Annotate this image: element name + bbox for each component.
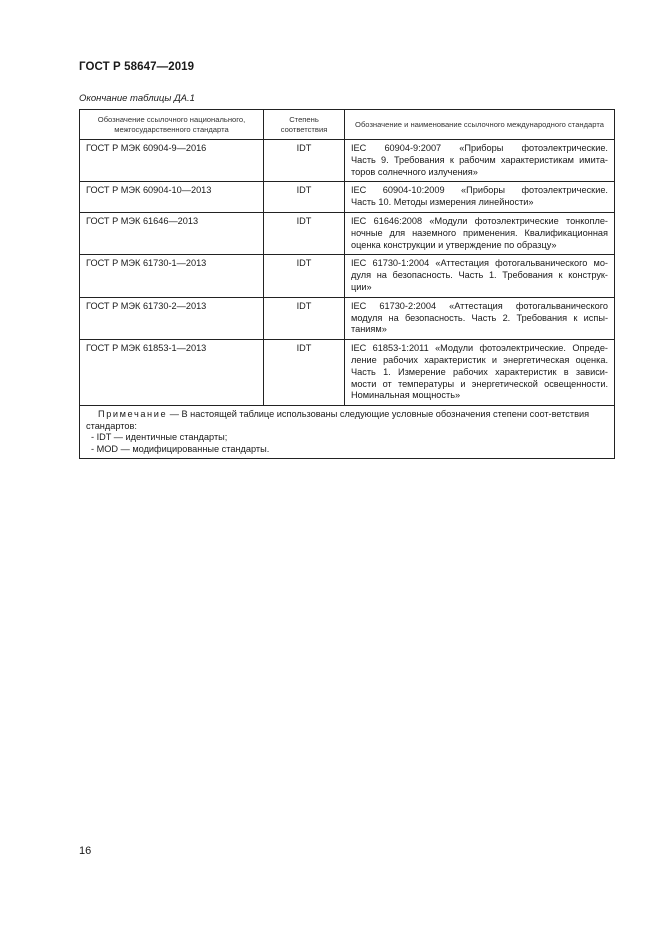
column-header-national-standard: Обозначение ссылочного национального, межгосударственного стандарта bbox=[80, 110, 264, 140]
table-row bbox=[80, 140, 615, 182]
degree-of-conformity: IDT bbox=[264, 340, 345, 406]
national-standard-code: ГОСТ Р МЭК 60904-10—2013 bbox=[80, 182, 264, 213]
national-standard-code: ГОСТ Р МЭК 61730-2—2013 bbox=[80, 297, 264, 339]
degree-of-conformity: IDT bbox=[264, 182, 345, 213]
note-item-idt: - IDT — идентичные стандарты; bbox=[91, 432, 228, 443]
degree-of-conformity: IDT bbox=[264, 140, 345, 182]
international-standard-line: оценка конструкции и утверждение по образцу» bbox=[351, 239, 557, 250]
degree-of-conformity: IDT bbox=[264, 297, 345, 339]
international-standard-line: IEC 61853-1:2011 «Модули фотоэлектрические. Опреде- bbox=[351, 343, 608, 354]
reference-standards-table bbox=[79, 109, 615, 459]
international-standard-line: дуля на безопасность. Часть 1. Требования к конструк- bbox=[351, 270, 608, 281]
document-header: ГОСТ Р 58647—2019 bbox=[79, 61, 195, 73]
page-number: 16 bbox=[79, 845, 92, 857]
degree-of-conformity: IDT bbox=[264, 212, 345, 254]
note-label: Примечание bbox=[98, 409, 168, 420]
table-row bbox=[80, 212, 615, 254]
international-standard-cell bbox=[345, 255, 615, 297]
international-standard-line: IEC 60904-9:2007 «Приборы фотоэлектрические. bbox=[351, 143, 608, 153]
table-row bbox=[80, 297, 615, 339]
degree-of-conformity: IDT bbox=[264, 255, 345, 297]
international-standard-line: торов солнечного излучения» bbox=[351, 166, 478, 177]
international-standard-line: Часть 1. Измерение рабочих характеристик в зависи- bbox=[351, 366, 608, 377]
international-standard-line: ление рабочих характеристик и энергетическая оценка. bbox=[351, 354, 608, 365]
international-standard-line: Номинальная мощность» bbox=[351, 390, 461, 401]
table-header-row bbox=[80, 110, 615, 140]
note-text: — В настоящей таблице использованы следующие условные обозначения степени соот-ветствия стандартов: bbox=[86, 409, 590, 431]
national-standard-code: ГОСТ Р МЭК 61646—2013 bbox=[80, 212, 264, 254]
international-standard-line: таниям» bbox=[351, 324, 387, 335]
national-standard-code: ГОСТ Р МЭК 60904-9—2016 bbox=[80, 140, 264, 182]
international-standard-line: IEC 60904-10:2009 «Приборы фотоэлектрические. bbox=[351, 185, 608, 196]
table-row bbox=[80, 182, 615, 213]
table-caption: Окончание таблицы ДА.1 bbox=[79, 93, 195, 104]
international-standard-line: Часть 10. Методы измерения линейности» bbox=[351, 197, 534, 208]
table-body bbox=[80, 140, 615, 406]
international-standard-cell bbox=[345, 182, 615, 213]
international-standard-line: Часть 9. Требования к рабочим характеристикам имита- bbox=[351, 154, 608, 165]
international-standard-cell bbox=[345, 297, 615, 339]
note-paragraph bbox=[86, 409, 608, 432]
note-row bbox=[80, 406, 615, 459]
international-standard-cell bbox=[345, 140, 615, 182]
table-row bbox=[80, 255, 615, 297]
note-cell bbox=[80, 406, 615, 459]
international-standard-line: модуля на безопасность. Часть 2. Требования к испы- bbox=[351, 312, 608, 323]
note-item-mod: - MOD — модифицированные стандарты. bbox=[91, 443, 270, 454]
international-standard-line: IEC 61730-1:2004 «Аттестация фотогальванического мо- bbox=[351, 258, 608, 269]
international-standard-line: мости от температуры и энергетической освещенности. bbox=[351, 378, 608, 389]
column-header-international-standard: Обозначение и наименование ссылочного международного стандарта bbox=[345, 110, 615, 140]
table-row bbox=[80, 340, 615, 406]
international-standard-cell bbox=[345, 340, 615, 406]
international-standard-cell bbox=[345, 212, 615, 254]
national-standard-code: ГОСТ Р МЭК 61853-1—2013 bbox=[80, 340, 264, 406]
international-standard-line: ции» bbox=[351, 281, 372, 292]
international-standard-line: IEC 61730-2:2004 «Аттестация фотогальванического bbox=[351, 300, 608, 311]
column-header-degree: Степень соответствия bbox=[264, 110, 345, 140]
national-standard-code: ГОСТ Р МЭК 61730-1—2013 bbox=[80, 255, 264, 297]
international-standard-line: ночные для наземного применения. Квалификационная bbox=[351, 227, 608, 238]
international-standard-line: IEC 61646:2008 «Модули фотоэлектрические тонкопле- bbox=[351, 215, 608, 226]
